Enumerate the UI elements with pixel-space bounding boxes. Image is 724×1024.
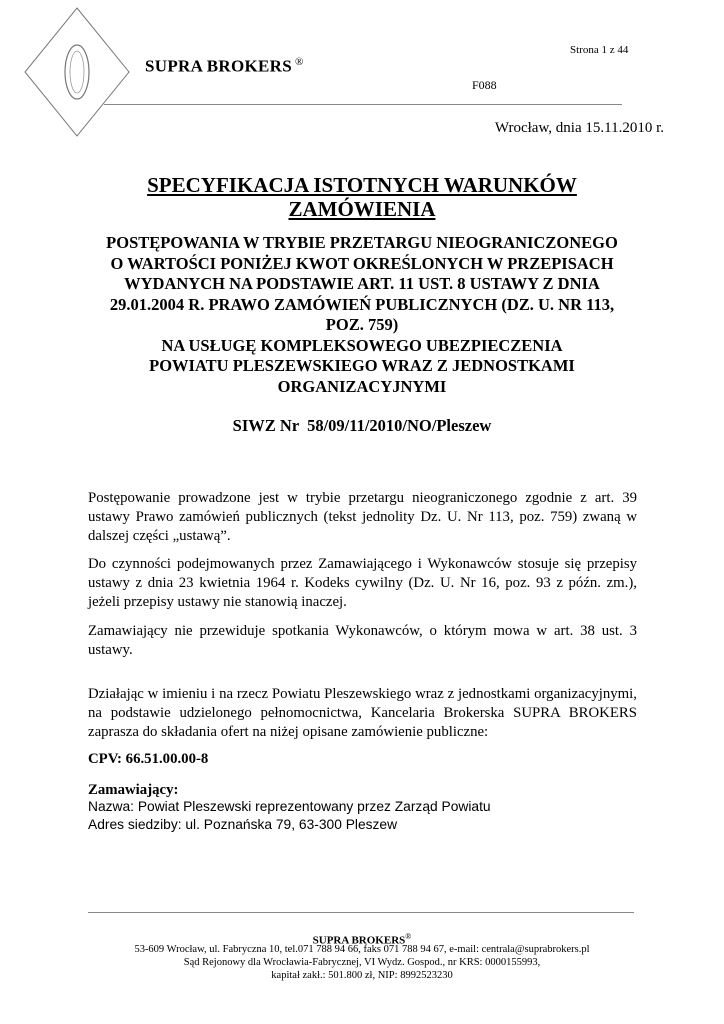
subtitle-line: POSTĘPOWANIA W TRYBIE PRZETARGU NIEOGRANICZONEGO	[106, 233, 618, 252]
ordering-party-label: Zamawiający:	[88, 782, 179, 798]
brand-text: SUPRA BROKERS	[145, 56, 293, 76]
subtitle-line: POWIATU PLESZEWSKIEGO WRAZ Z JEDNOSTKAMI	[149, 356, 575, 375]
ordering-party-address: Adres siedziby: ul. Poznańska 79, 63-300 Pleszew	[88, 817, 398, 832]
siwz-number: SIWZ Nr 58/09/11/2010/NO/Pleszew	[232, 416, 492, 435]
brand-name	[145, 56, 304, 77]
subtitle-line: POZ. 759)	[325, 315, 399, 334]
footer-brand-text: SUPRA BROKERS	[312, 934, 406, 947]
cpv-code: CPV: 66.51.00.00-8	[88, 751, 209, 767]
footer-court-registry: Sąd Rejonowy dla Wrocławia-Fabrycznej, VI Wydz. Gospod., nr KRS: 0000155993,	[183, 957, 541, 968]
title-line: ZAMÓWIENIA	[288, 197, 436, 221]
paragraph-meeting: Zamawiający nie przewiduje spotkania Wykonawców, o którym mowa w art. 38 ust. 3 ustawy.	[88, 623, 637, 659]
subtitle-line: 29.01.2004 R. PRAWO ZAMÓWIEŃ PUBLICZNYCH (DZ. U. NR 113,	[109, 294, 615, 314]
ordering-party-name: Nazwa: Powiat Pleszewski reprezentowany przez Zarząd Powiatu	[88, 799, 491, 814]
footer-divider	[88, 912, 634, 913]
header-divider	[104, 104, 622, 105]
supra-brokers-logo	[22, 5, 132, 140]
registered-mark: ®	[295, 56, 304, 68]
place-date: Wrocław, dnia 15.11.2010 r.	[494, 120, 664, 136]
subtitle-line: ORGANIZACYJNYMI	[277, 376, 447, 396]
paragraph-invitation: Działając w imieniu i na rzecz Powiatu Pleszewskiego wraz z jednostkami organizacyjnymi, na podstawie udzielonego pełnomocnictwa, Kancelaria Brokerska SUPRA BROKERS zaprasza do składania ofert na niżej opisane zamówienie publiczne:	[88, 686, 637, 741]
document-subtitle	[70, 233, 654, 397]
paragraph-procedure: Postępowanie prowadzone jest w trybie przetargu nieograniczonego zgodnie z art. 39 ustawy Prawo zamówień publicznych (tekst jednolity Dz. U. Nr 113, poz. 759) zwaną w dalszej części „ustawą”.	[88, 490, 637, 545]
subtitle-line: O WARTOŚCI PONIŻEJ KWOT OKREŚLONYCH W PRZEPISACH	[110, 253, 614, 273]
form-code: F088	[472, 78, 497, 92]
paragraph-civil-code: Do czynności podejmowanych przez Zamawiającego i Wykonawców stosuje się przepisy ustawy z dnia 23 kwietnia 1964 r. Kodeks cywilny (Dz. U. Nr 16, poz. 93 z późn. zm.), jeżeli przepisy ustawy nie stanowią inaczej.	[88, 556, 637, 611]
footer-registered-mark: ®	[405, 932, 412, 941]
footer-address: 53-609 Wrocław, ul. Fabryczna 10, tel.071 788 94 66, faks 071 788 94 67, e-mail: centrala@suprabrokers.pl	[134, 944, 590, 955]
subtitle-line: NA USŁUGĘ KOMPLEKSOWEGO UBEZPIECZENIA	[161, 335, 563, 355]
page-number: Strona 1 z 44	[570, 44, 629, 56]
title-line: SPECYFIKACJA ISTOTNYCH WARUNKÓW	[147, 173, 577, 197]
subtitle-line: WYDANYCH NA PODSTAWIE ART. 11 UST. 8 USTAWY Z DNIA	[124, 274, 600, 293]
document-title	[70, 173, 654, 221]
footer-capital-nip: kapitał zakł.: 501.800 zł, NIP: 8992523230	[271, 970, 453, 981]
